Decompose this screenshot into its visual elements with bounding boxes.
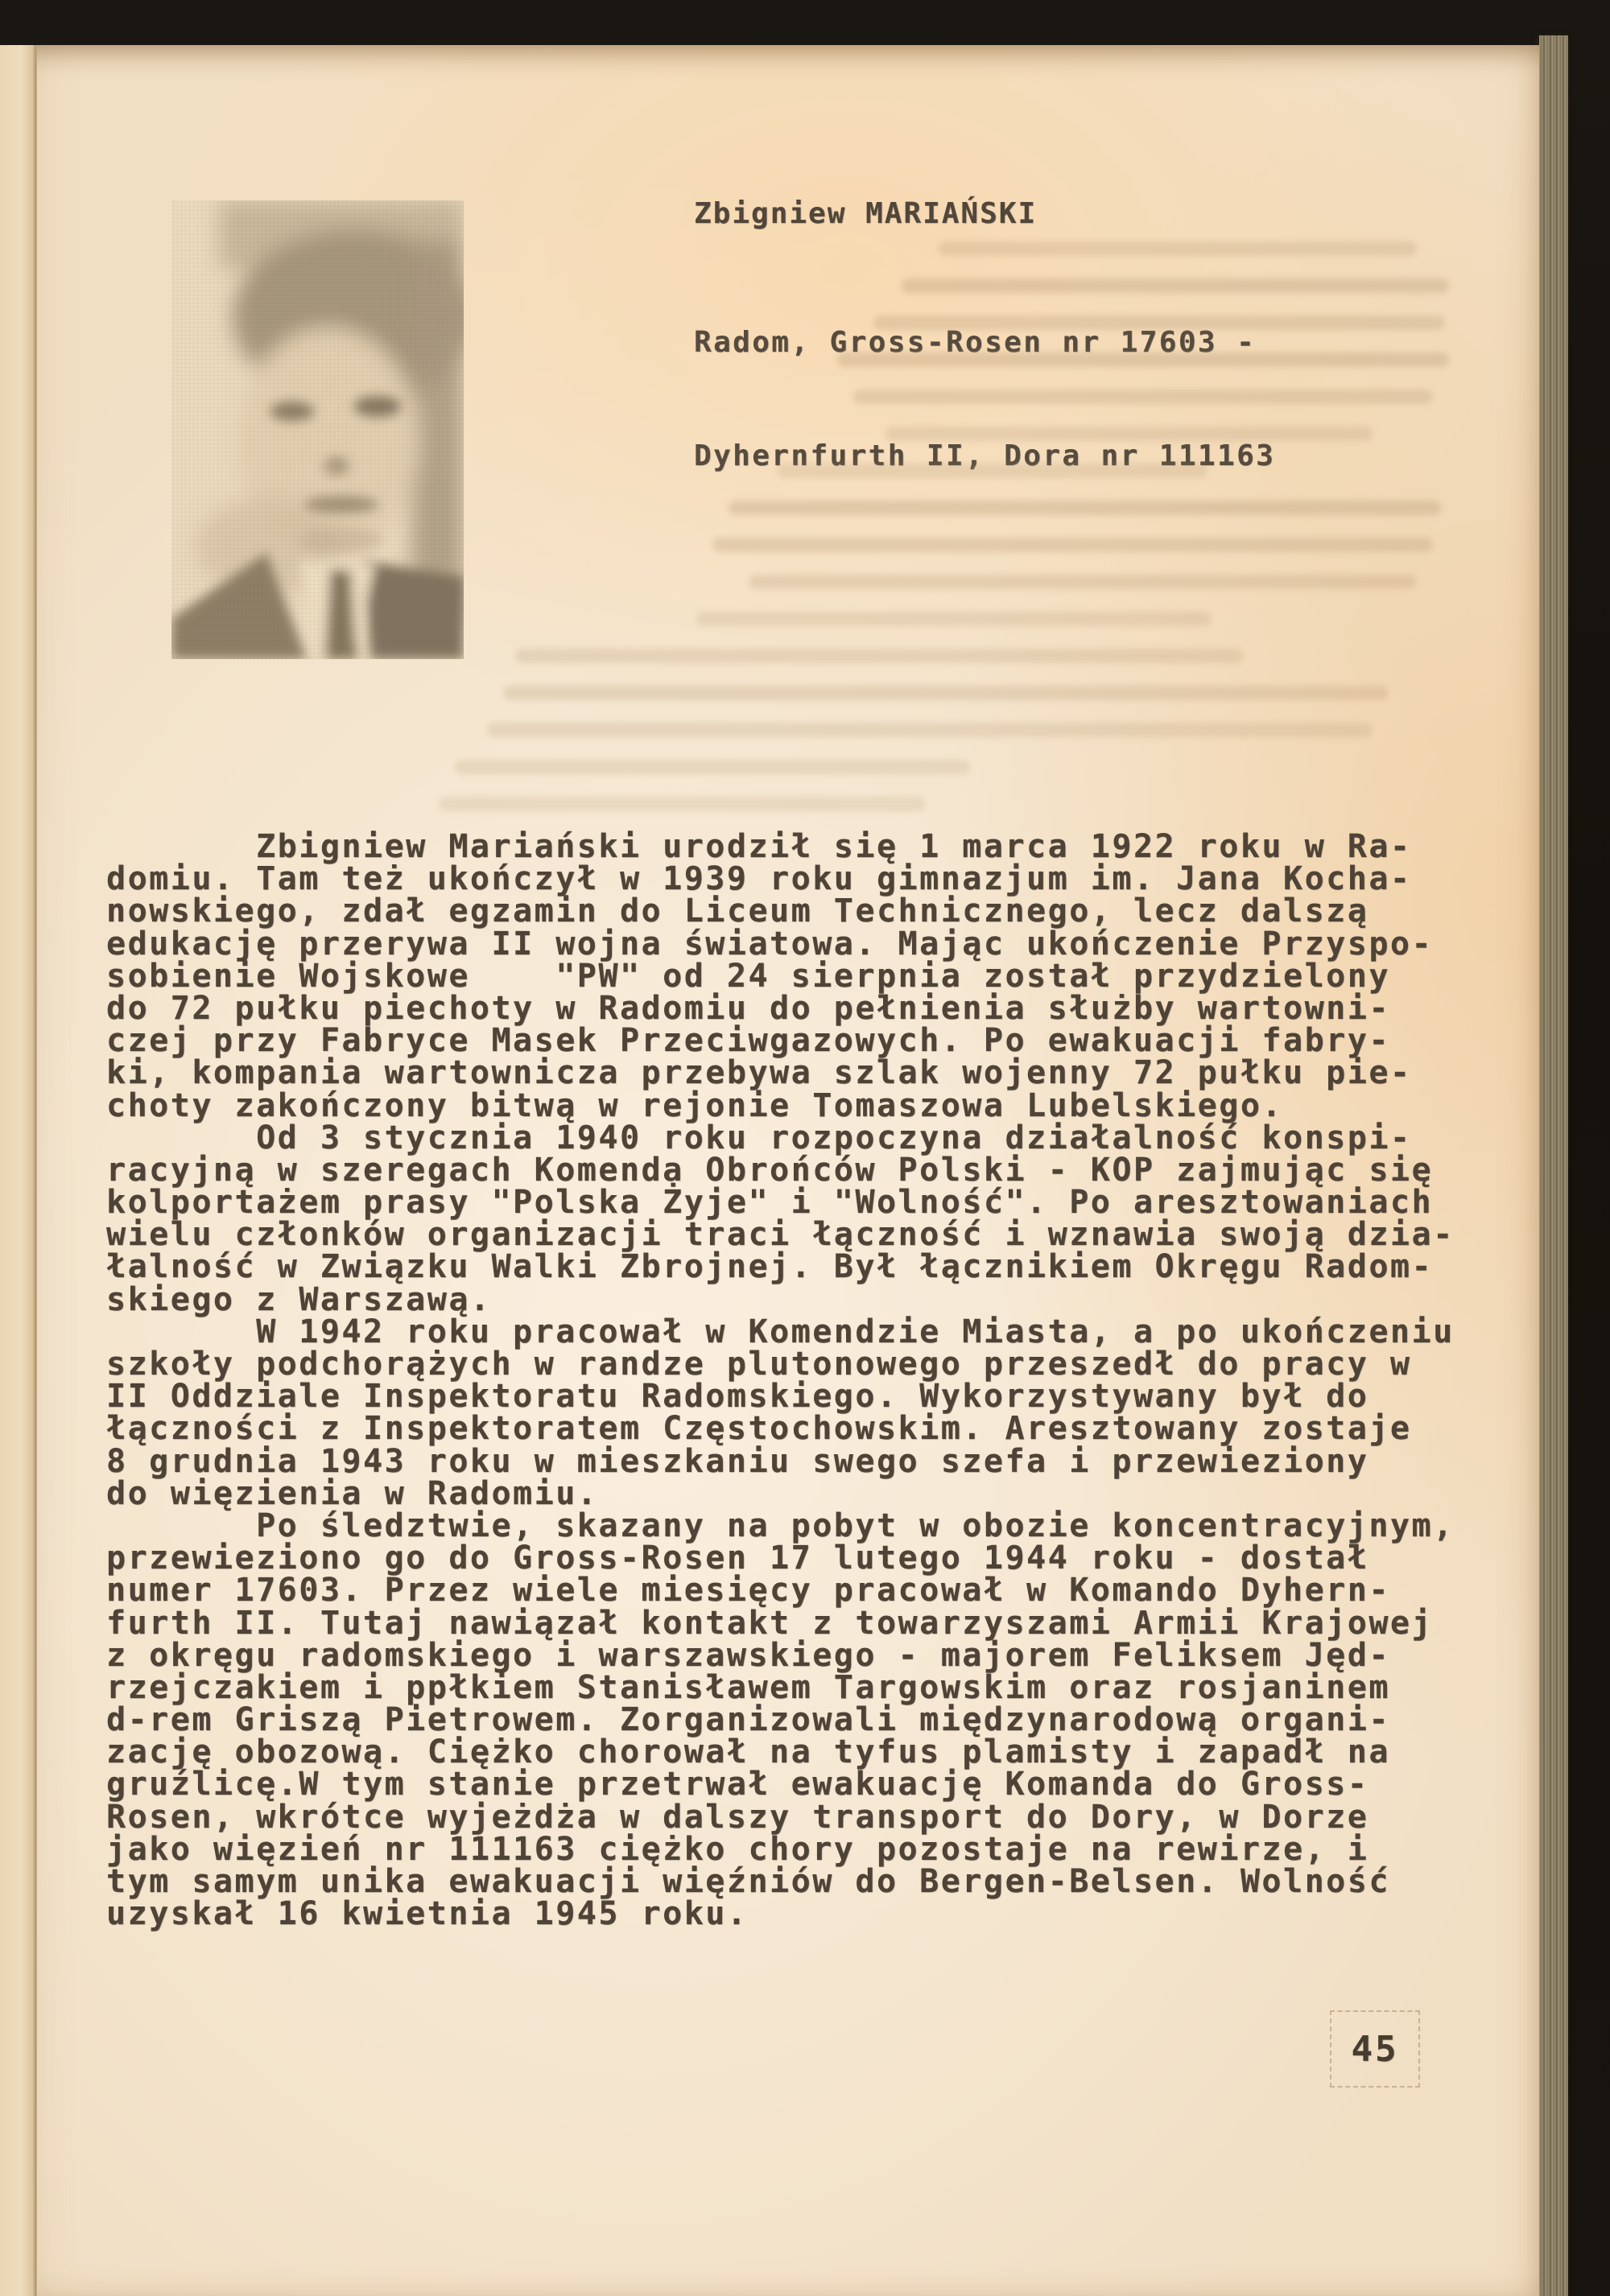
text-line: sobienie Wojskowe "PW" od 24 sierpnia został przydzielony <box>106 957 1390 995</box>
text-line: szkoły podchorążych w randze plutonowego przeszedł do pracy w <box>106 1346 1412 1383</box>
text-line: Od 3 stycznia 1940 roku rozpoczyna działalność konspi- <box>106 1119 1412 1156</box>
text-line: ki, kompania wartownicza przebywa szlak wojenny 72 pułku pie- <box>106 1054 1412 1092</box>
text-line: do więzienia w Radomiu. <box>106 1474 599 1512</box>
text-line: edukację przerywa II wojna światowa. Mając ukończenie Przyspo- <box>106 925 1434 963</box>
text-line: skiego z Warszawą. <box>106 1280 492 1318</box>
text-line: Po śledztwie, skazany na pobyt w obozie koncentracyjnym, <box>106 1507 1455 1544</box>
text-line: W 1942 roku pracował w Komendzie Miasta, a po ukończeniu <box>106 1313 1455 1350</box>
page-edge-stack <box>1539 35 1568 2296</box>
text-line: jako więzień nr 111163 ciężko chory pozostaje na rewirze, i <box>106 1830 1369 1868</box>
page-number-value: 45 <box>1351 2028 1399 2070</box>
text-line: wielu członków organizacji traci łączność i wznawia swoją dzia- <box>106 1216 1455 1254</box>
text-line: choty zakończony bitwą w rejonie Tomaszowa Lubelskiego. <box>106 1086 1284 1124</box>
text-line: do 72 pułku piechoty w Radomiu do pełnienia służby wartowni- <box>106 989 1390 1027</box>
page-gutter <box>0 45 37 2296</box>
text-line: furth II. Tutaj nawiązał kontakt z towarzyszami Armii Krajowej <box>106 1604 1434 1642</box>
text-line: łalność w Związku Walki Zbrojnej. Był łącznikiem Okręgu Radom- <box>106 1248 1434 1286</box>
person-name: Zbigniew MARIAŃSKI <box>694 197 1038 230</box>
biography-text <box>106 828 1507 1933</box>
text-line: numer 17603. Przez wiele miesięcy pracował w Komando Dyhern- <box>106 1572 1390 1610</box>
text-line: kolportażem prasy "Polska Żyje" i "Wolność". Po aresztowaniach <box>106 1184 1434 1222</box>
portrait-photo-image <box>171 200 464 659</box>
text-line: domiu. Tam też ukończył w 1939 roku gimnazjum im. Jana Kocha- <box>106 860 1412 898</box>
text-line: nowskiego, zdał egzamin do Liceum Technicznego, lecz dalszą <box>106 892 1369 930</box>
text-line: Zbigniew Mariański urodził się 1 marca 1922 roku w Ra- <box>106 828 1412 865</box>
portrait-photo <box>171 200 464 659</box>
text-line: uzyskał 16 kwietnia 1945 roku. <box>106 1895 749 1933</box>
page-number <box>1330 2010 1420 2088</box>
text-line: zację obozową. Ciężko chorował na tyfus plamisty i zapadł na <box>106 1733 1390 1771</box>
text-line: rzejczakiem i ppłkiem Stanisławem Targowskim oraz rosjaninem <box>106 1668 1390 1706</box>
text-line: Rosen, wkrótce wyjeżdża w dalszy transport do Dory, w Dorze <box>106 1798 1369 1836</box>
text-line: przewieziono go do Gross-Rosen 17 lutego 1944 roku - dostał <box>106 1540 1369 1577</box>
text-line: d-rem Griszą Pietrowem. Zorganizowali międzynarodową organi- <box>106 1701 1390 1739</box>
text-line: tym samym unika ewakuacji więźniów do Bergen-Belsen. Wolność <box>106 1863 1390 1900</box>
text-line: łączności z Inspektoratem Częstochowskim. Aresztowany zostaje <box>106 1410 1412 1448</box>
text-line: czej przy Fabryce Masek Przeciwgazowych. Po ewakuacji fabry- <box>106 1022 1390 1060</box>
text-line: 8 grudnia 1943 roku w mieszkaniu swego szefa i przewieziony <box>106 1442 1369 1480</box>
text-line: z okręgu radomskiego i warszawskiego - majorem Feliksem Jęd- <box>106 1636 1390 1674</box>
camp-line-1: Radom, Gross-Rosen nr 17603 - <box>694 326 1257 359</box>
text-line: gruźlicę.W tym stanie przetrwał ewakuację Komanda do Gross- <box>106 1766 1369 1803</box>
page <box>0 45 1539 2296</box>
camp-line-2: Dyhernfurth II, Dora nr 111163 <box>694 439 1276 472</box>
text-line: racyjną w szeregach Komenda Obrońców Polski - KOP zajmując się <box>106 1151 1434 1189</box>
text-line: II Oddziale Inspektoratu Radomskiego. Wykorzystywany był do <box>106 1378 1369 1416</box>
